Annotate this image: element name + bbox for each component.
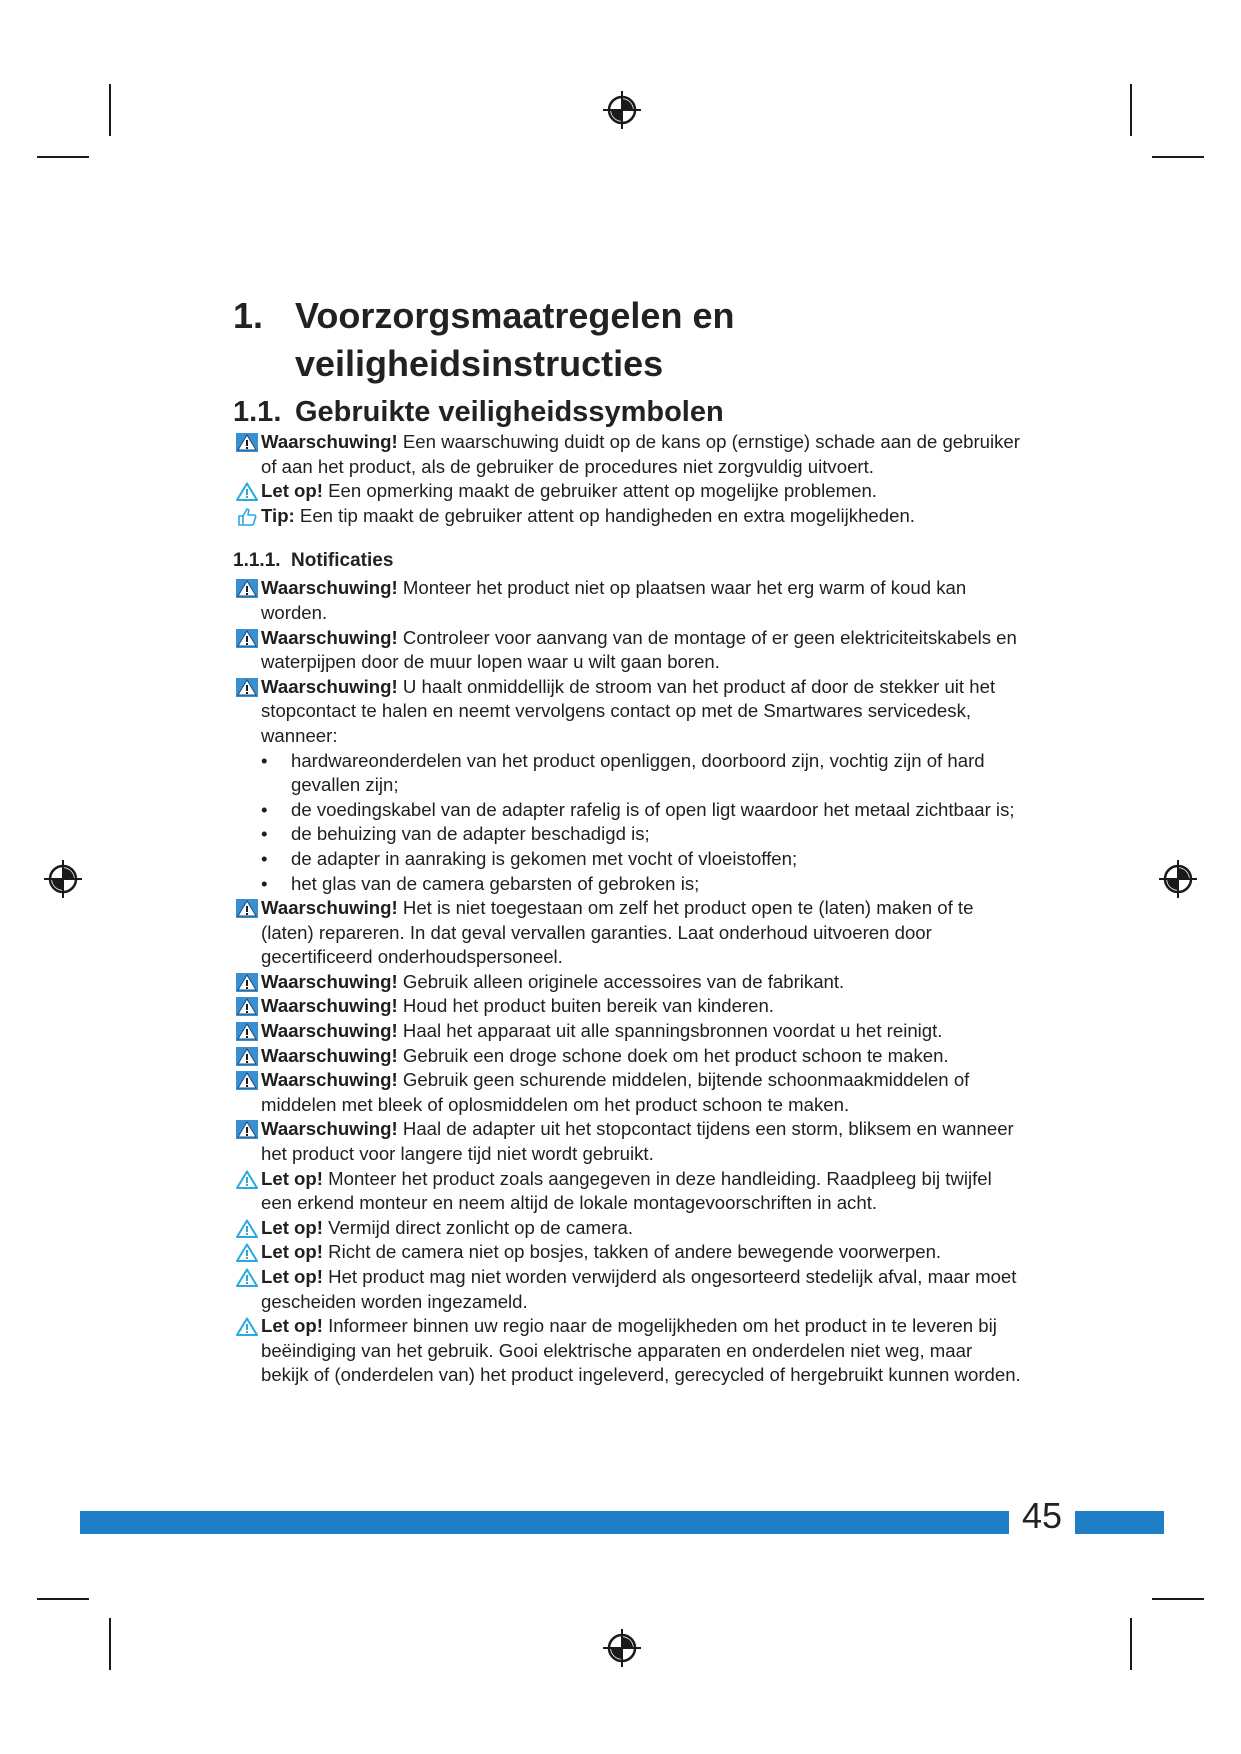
note-text: Vermijd direct zonlicht op de camera.: [322, 1216, 634, 1238]
note-text: Monteer het product niet op plaatsen waar het erg warm of koud kan worden.: [261, 577, 967, 623]
warning-icon: [236, 1120, 258, 1139]
caution-item: [233, 1314, 1023, 1388]
crop-mark-tr-h: [1152, 156, 1204, 158]
note-label: Let op!: [261, 480, 323, 502]
note-text: Gebruik geen schurende middelen, bijtende schoonmaakmiddelen of middelen met bleek of oplosmiddelen om het product schoon te maken.: [261, 1069, 970, 1115]
list-item: • de voedingskabel van de adapter rafelig is of open ligt waardoor het metaal zichtbaar is;: [261, 798, 1023, 823]
crop-mark-tl-h: [37, 156, 89, 158]
crop-mark-br-h: [1152, 1598, 1204, 1600]
warning-item: [233, 970, 1023, 995]
warning-item: [233, 1019, 1023, 1044]
list-item: • hardwareonderdelen van het product openliggen, doorboord zijn, vochtig zijn of hard gevallen zijn;: [261, 749, 1023, 798]
note-label: Tip:: [261, 504, 295, 526]
note-label: Waarschuwing!: [261, 897, 398, 919]
caution-icon: [236, 1268, 258, 1287]
registration-mark-icon: [602, 90, 642, 130]
warning-item: [233, 675, 1023, 749]
chapter-title-line2: veiligheidsinstructies: [295, 343, 664, 384]
subsection-number: 1.1.1.: [233, 550, 281, 572]
section-title: [233, 394, 1023, 430]
caution-icon: [236, 1170, 258, 1189]
note-label: Let op!: [261, 1167, 323, 1189]
page-content: [233, 292, 1023, 1388]
page-number: 45: [1021, 1495, 1063, 1536]
symbol-caution-item: [233, 479, 1023, 504]
note-label: Waarschuwing!: [261, 1020, 398, 1042]
caution-icon: [236, 1317, 258, 1336]
subsection-title: [233, 548, 1023, 574]
note-label: Let op!: [261, 1216, 323, 1238]
subsection-title-text: Notificaties: [291, 550, 394, 572]
section-number: 1.1.: [233, 396, 282, 428]
caution-item: [233, 1240, 1023, 1265]
warning-icon: [236, 1047, 258, 1066]
crop-mark-tl-v: [109, 84, 111, 136]
warning-item: [233, 626, 1023, 675]
registration-mark-icon: [43, 859, 83, 899]
warning-icon: [236, 433, 258, 452]
warning-item: [233, 994, 1023, 1019]
note-text: Het is niet toegestaan om zelf het product open te (laten) maken of te (laten) repareren. In dat geval vervallen garanties. Laat onderhoud uitvoeren door gecertificeerd onderhoudspersoneel.: [261, 897, 974, 968]
caution-icon: [236, 1243, 258, 1262]
thumbs-up-icon: [236, 507, 258, 526]
warning-item: [233, 896, 1023, 970]
footer-bar: [80, 1511, 1009, 1534]
note-text: Richt de camera niet op bosjes, takken of andere bewegende voorwerpen.: [322, 1241, 942, 1263]
warning-icon: [236, 899, 258, 918]
crop-mark-br-v: [1130, 1618, 1132, 1670]
registration-mark-icon: [1158, 859, 1198, 899]
note-label: Let op!: [261, 1241, 323, 1263]
note-text: Haal de adapter uit het stopcontact tijdens een storm, bliksem en wanneer het product voor langere tijd niet wordt gebruikt.: [261, 1118, 1014, 1165]
warning-icon: [236, 579, 258, 598]
note-label: Waarschuwing!: [261, 1118, 398, 1140]
crop-mark-bl-h: [37, 1598, 89, 1600]
note-text: Een tip maakt de gebruiker attent op handigheden en extra mogelijkheden.: [294, 504, 915, 526]
note-label: Waarschuwing!: [261, 995, 398, 1017]
list-item: • het glas van de camera gebarsten of gebroken is;: [261, 872, 1023, 897]
note-text: Controleer voor aanvang van de montage of er geen elektriciteitskabels en waterpijpen door de muur lopen waar u wilt gaan boren.: [261, 626, 1017, 673]
caution-icon: [236, 482, 258, 501]
chapter-title: [233, 292, 1023, 388]
symbol-warning-item: [233, 430, 1023, 479]
note-label: Let op!: [261, 1266, 323, 1287]
crop-mark-tr-v: [1130, 84, 1132, 136]
chapter-number: 1.: [233, 295, 264, 336]
note-text: Houd het product buiten bereik van kinderen.: [397, 995, 774, 1017]
warning-icon: [236, 973, 258, 992]
note-label: Waarschuwing!: [261, 1069, 398, 1091]
note-text: Gebruik een droge schone doek om het product schoon te maken.: [397, 1044, 949, 1066]
note-text: U haalt onmiddellijk de stroom van het product af door de stekker uit het stopcontact te halen en neemt vervolgens contact op met de Smartwares servicedesk, wanneer:: [261, 675, 996, 746]
crop-mark-bl-v: [109, 1618, 111, 1670]
registration-mark-icon: [602, 1628, 642, 1668]
note-text: Een waarschuwing duidt op de kans op (ernstige) schade aan de gebruiker of aan het product, als de gebruiker de procedures niet zorgvuldig uitvoert.: [261, 431, 1020, 477]
note-text: Een opmerking maakt de gebruiker attent op mogelijke problemen.: [322, 480, 877, 502]
warning-icon: [236, 997, 258, 1016]
note-text: Het product mag niet worden verwijderd als ongesorteerd stedelijk afval, maar moet gescheiden worden ingezameld.: [261, 1266, 1017, 1312]
note-text: Haal het apparaat uit alle spanningsbronnen voordat u het reinigt.: [397, 1020, 943, 1042]
note-label: Waarschuwing!: [261, 1044, 398, 1066]
section-title-text: Gebruikte veiligheidssymbolen: [295, 396, 724, 428]
footer-bar-end: [1075, 1511, 1164, 1534]
warning-icon: [236, 1071, 258, 1090]
condition-list: [233, 749, 1023, 897]
note-label: Let op!: [261, 1315, 323, 1337]
note-label: Waarschuwing!: [261, 577, 398, 599]
symbol-tip-item: [233, 504, 1023, 529]
note-label: Waarschuwing!: [261, 970, 398, 992]
note-label: Waarschuwing!: [261, 626, 398, 648]
warning-item: [233, 1044, 1023, 1069]
note-text: Informeer binnen uw regio naar de mogelijkheden om het product in te leveren bij beëindiging van het gebruik. Gooi elektrische apparaten en onderdelen niet weg, maar bekijk of (onderdelen van) het product ingeleverd, gerecycled of hergebruikt kunnen worden.: [261, 1315, 1021, 1386]
note-label: Waarschuwing!: [261, 675, 398, 697]
caution-item: [233, 1216, 1023, 1241]
warning-item: [233, 576, 1023, 625]
warning-item: [233, 1068, 1023, 1117]
note-text: Gebruik alleen originele accessoires van de fabrikant.: [397, 970, 845, 992]
chapter-title-line1: Voorzorgsmaatregelen en: [295, 295, 735, 336]
list-item: • de behuizing van de adapter beschadigd is;: [261, 822, 1023, 847]
caution-item: [233, 1167, 1023, 1216]
warning-item: [233, 1117, 1023, 1166]
caution-icon: [236, 1219, 258, 1238]
note-label: Waarschuwing!: [261, 431, 398, 452]
warning-icon: [236, 678, 258, 697]
note-text: Monteer het product zoals aangegeven in deze handleiding. Raadpleeg bij twijfel een erkend monteur en neem altijd de lokale montagevoorschriften in acht.: [261, 1167, 992, 1214]
warning-icon: [236, 1022, 258, 1041]
list-item: • de adapter in aanraking is gekomen met vocht of vloeistoffen;: [261, 847, 1023, 872]
caution-item: [233, 1265, 1023, 1314]
warning-icon: [236, 629, 258, 648]
